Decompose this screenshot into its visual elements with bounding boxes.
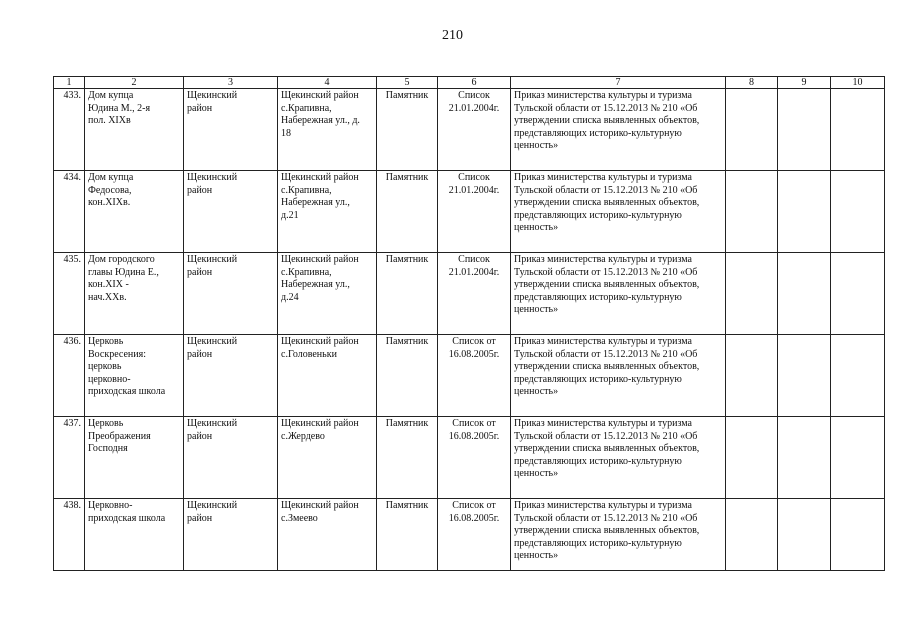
object-name-line: приходская школа [88, 386, 166, 397]
list-reference-line: 16.08.2005г. [448, 348, 500, 360]
district [184, 335, 278, 417]
order-reference-line: представляющих историко-культурную [514, 455, 682, 467]
column-9-cell [778, 171, 831, 253]
district-line: район [187, 266, 213, 278]
order-reference-line: Тульской области от 15.12.2013 № 210 «Об [514, 512, 698, 524]
district-line: Щекинский [187, 90, 238, 101]
order-reference-line: представляющих историко-культурную [514, 127, 682, 139]
column-9-cell [778, 335, 831, 417]
row-number: 435. [54, 253, 85, 335]
district-line: район [187, 430, 213, 442]
address-line: Набережная ул., д. [281, 115, 360, 126]
object-name [85, 89, 184, 171]
district-line: Щекинский [187, 418, 238, 429]
order-reference-line: Тульской области от 15.12.2013 № 210 «Об [514, 348, 698, 360]
district [184, 253, 278, 335]
list-reference [438, 335, 511, 417]
order-reference-line: представляющих историко-культурную [514, 209, 682, 221]
object-name-line: Господня [88, 443, 128, 454]
order-reference [511, 253, 726, 335]
address-line: Щекинский район [281, 418, 359, 429]
order-reference-line: Приказ министерства культуры и туризма [514, 500, 692, 511]
district-line: Щекинский [187, 336, 238, 347]
object-name-line: Дом купца [88, 172, 134, 183]
object-type: Памятник [377, 171, 438, 253]
order-reference-line: утверждении списка выявленных объектов, [514, 443, 700, 454]
address-line: Набережная ул., [281, 197, 350, 208]
column-10-cell [831, 253, 885, 335]
address-line: с.Жердево [281, 430, 325, 442]
table-row [54, 335, 885, 417]
list-reference-line: Список [458, 254, 490, 265]
object-type: Памятник [377, 89, 438, 171]
order-reference-line: ценность» [514, 140, 559, 151]
object-name-line: Преображения [88, 430, 151, 442]
order-reference-line: Приказ министерства культуры и туризма [514, 336, 692, 347]
list-reference-line: Список [458, 90, 490, 101]
object-name [85, 417, 184, 499]
address-line: с.Крапивна, [281, 266, 332, 278]
district [184, 417, 278, 499]
column-8-cell [726, 89, 778, 171]
column-header: 6 [438, 77, 511, 89]
address [278, 253, 377, 335]
table-row [54, 171, 885, 253]
object-name-line: Церковь [88, 336, 124, 347]
list-reference-line: Список от [452, 418, 496, 429]
order-reference-line: Приказ министерства культуры и туризма [514, 254, 692, 265]
district [184, 499, 278, 571]
table-row [54, 417, 885, 499]
order-reference [511, 335, 726, 417]
column-8-cell [726, 499, 778, 571]
row-number: 434. [54, 171, 85, 253]
list-reference [438, 417, 511, 499]
address-line: д.21 [281, 209, 299, 221]
order-reference [511, 171, 726, 253]
order-reference-line: Тульской области от 15.12.2013 № 210 «Об [514, 184, 698, 196]
address-line: с.Головеньки [281, 348, 337, 360]
column-number-row [54, 77, 885, 89]
address-line: Щекинский район [281, 90, 359, 101]
address-line: Щекинский район [281, 500, 359, 511]
column-header: 7 [511, 77, 726, 89]
address-line: Щекинский район [281, 254, 359, 265]
row-number: 436. [54, 335, 85, 417]
list-reference-line: 21.01.2004г. [448, 102, 500, 114]
column-header: 2 [85, 77, 184, 89]
district-line: район [187, 512, 213, 524]
object-type: Памятник [377, 417, 438, 499]
object-name-line: главы Юдина Е., [88, 266, 159, 278]
list-reference-line: 16.08.2005г. [448, 430, 500, 442]
object-name-line: Юдина М., 2-я [88, 102, 151, 114]
district [184, 89, 278, 171]
district-line: район [187, 348, 213, 360]
row-number: 433. [54, 89, 85, 171]
order-reference-line: ценность» [514, 222, 559, 233]
address-line: 18 [281, 127, 291, 139]
order-reference [511, 417, 726, 499]
district [184, 171, 278, 253]
column-8-cell [726, 253, 778, 335]
column-8-cell [726, 171, 778, 253]
list-reference-line: Список от [452, 336, 496, 347]
address-line: Набережная ул., [281, 279, 350, 290]
list-reference [438, 89, 511, 171]
address-line: д.24 [281, 291, 299, 303]
district-line: Щекинский [187, 500, 238, 511]
column-9-cell [778, 89, 831, 171]
object-name [85, 499, 184, 571]
column-10-cell [831, 499, 885, 571]
order-reference-line: ценность» [514, 468, 559, 479]
address-line: Щекинский район [281, 172, 359, 183]
column-header: 4 [278, 77, 377, 89]
address [278, 335, 377, 417]
object-name-line: церковь [88, 361, 122, 372]
object-name-line: Федосова, [88, 184, 132, 196]
order-reference-line: утверждении списка выявленных объектов, [514, 115, 700, 126]
order-reference [511, 89, 726, 171]
object-name-line: церковно- [88, 373, 131, 385]
table-row [54, 499, 885, 571]
list-reference [438, 253, 511, 335]
object-name-line: приходская школа [88, 512, 166, 524]
object-type: Памятник [377, 335, 438, 417]
order-reference-line: представляющих историко-культурную [514, 291, 682, 303]
order-reference-line: Тульской области от 15.12.2013 № 210 «Об [514, 266, 698, 278]
list-reference-line: Список [458, 172, 490, 183]
district-line: Щекинский [187, 172, 238, 183]
object-name-line: Дом купца [88, 90, 134, 101]
district-line: район [187, 102, 213, 114]
order-reference-line: утверждении списка выявленных объектов, [514, 361, 700, 372]
address-line: с.Крапивна, [281, 184, 332, 196]
column-header: 3 [184, 77, 278, 89]
column-9-cell [778, 499, 831, 571]
order-reference-line: представляющих историко-культурную [514, 537, 682, 549]
object-name-line: кон.XIXв. [88, 197, 131, 208]
table-row [54, 89, 885, 171]
district-line: район [187, 184, 213, 196]
order-reference-line: ценность» [514, 550, 559, 561]
list-reference-line: 21.01.2004г. [448, 266, 500, 278]
column-8-cell [726, 335, 778, 417]
column-10-cell [831, 171, 885, 253]
column-8-cell [726, 417, 778, 499]
column-header: 8 [726, 77, 778, 89]
list-reference-line: Список от [452, 500, 496, 511]
address-line: Щекинский район [281, 336, 359, 347]
object-name-line: кон.XIX - [88, 279, 129, 290]
object-type: Памятник [377, 253, 438, 335]
column-9-cell [778, 417, 831, 499]
order-reference-line: Тульской области от 15.12.2013 № 210 «Об [514, 102, 698, 114]
column-header: 5 [377, 77, 438, 89]
order-reference-line: представляющих историко-культурную [514, 373, 682, 385]
order-reference-line: Приказ министерства культуры и туризма [514, 418, 692, 429]
object-name-line: Церковно- [88, 500, 133, 511]
object-name-line: Церковь [88, 418, 124, 429]
row-number: 437. [54, 417, 85, 499]
column-header: 10 [831, 77, 885, 89]
order-reference [511, 499, 726, 571]
page-number: 210 [442, 28, 463, 43]
list-reference [438, 499, 511, 571]
order-reference-line: утверждении списка выявленных объектов, [514, 525, 700, 536]
object-name-line: Воскресения: [88, 348, 146, 360]
address-line: с.Змеево [281, 512, 318, 524]
order-reference-line: Тульской области от 15.12.2013 № 210 «Об [514, 430, 698, 442]
object-name [85, 171, 184, 253]
order-reference-line: ценность» [514, 304, 559, 315]
order-reference-line: ценность» [514, 386, 559, 397]
order-reference-line: утверждении списка выявленных объектов, [514, 279, 700, 290]
list-reference-line: 16.08.2005г. [448, 512, 500, 524]
object-name-line: пол. XIXв [88, 115, 131, 126]
column-10-cell [831, 335, 885, 417]
order-reference-line: утверждении списка выявленных объектов, [514, 197, 700, 208]
object-name-line: Дом городского [88, 254, 155, 265]
object-name-line: нач.XXв. [88, 291, 127, 303]
column-header: 9 [778, 77, 831, 89]
address [278, 171, 377, 253]
district-line: Щекинский [187, 254, 238, 265]
table-row [54, 253, 885, 335]
object-type: Памятник [377, 499, 438, 571]
object-name [85, 335, 184, 417]
list-reference [438, 171, 511, 253]
row-number: 438. [54, 499, 85, 571]
order-reference-line: Приказ министерства культуры и туризма [514, 172, 692, 183]
column-9-cell [778, 253, 831, 335]
list-reference-line: 21.01.2004г. [448, 184, 500, 196]
object-name [85, 253, 184, 335]
address-line: с.Крапивна, [281, 102, 332, 114]
order-reference-line: Приказ министерства культуры и туризма [514, 90, 692, 101]
column-10-cell [831, 417, 885, 499]
address [278, 499, 377, 571]
heritage-objects-table [53, 76, 885, 571]
address [278, 89, 377, 171]
column-10-cell [831, 89, 885, 171]
column-header: 1 [54, 77, 85, 89]
address [278, 417, 377, 499]
